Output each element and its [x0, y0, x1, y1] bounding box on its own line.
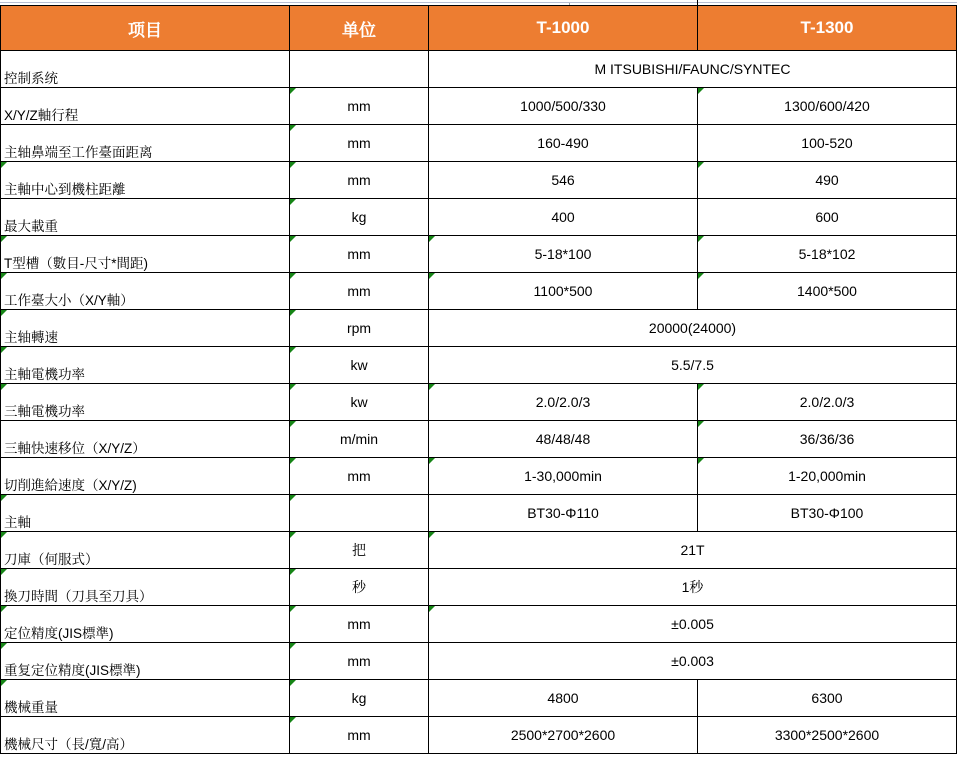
item-cell[interactable]: 主軸: [1, 495, 290, 532]
table-row: [1, 569, 957, 606]
table-row: [1, 680, 957, 717]
item-cell[interactable]: 主轴鼻端至工作臺面距离: [1, 125, 290, 162]
item-cell[interactable]: 換刀時間（刀具至刀具）: [1, 569, 290, 606]
value-cell-t1000[interactable]: 4800: [429, 680, 698, 717]
unit-cell[interactable]: kw: [290, 347, 429, 384]
item-cell[interactable]: T型槽（數目-尺寸*間距): [1, 236, 290, 273]
item-cell[interactable]: 三軸電機功率: [1, 384, 290, 421]
unit-cell[interactable]: 秒: [290, 569, 429, 606]
value-cell-t1000[interactable]: 400: [429, 199, 698, 236]
item-cell[interactable]: X/Y/Z軸行程: [1, 88, 290, 125]
table-row: [1, 384, 957, 421]
item-cell[interactable]: 主轴轉速: [1, 310, 290, 347]
table-row: [1, 310, 957, 347]
value-cell-t1300[interactable]: 490: [698, 162, 957, 199]
table-row: [1, 273, 957, 310]
value-cell-merged[interactable]: ±0.003: [429, 643, 957, 680]
table-row: [1, 162, 957, 199]
value-cell-t1300[interactable]: 2.0/2.0/3: [698, 384, 957, 421]
value-cell-merged[interactable]: 1秒: [429, 569, 957, 606]
header-cell-unit[interactable]: 单位: [290, 6, 429, 51]
unit-cell[interactable]: kg: [290, 680, 429, 717]
table-border-extension: [697, 0, 698, 5]
value-cell-merged[interactable]: 21T: [429, 532, 957, 569]
header-cell-t1000[interactable]: T-1000: [429, 6, 698, 51]
table-row: [1, 643, 957, 680]
header-cell-item[interactable]: 项目: [1, 6, 290, 51]
unit-cell[interactable]: [290, 495, 429, 532]
value-cell-t1000[interactable]: 1-30,000min: [429, 458, 698, 495]
item-cell[interactable]: 工作臺大小（X/Y軸）: [1, 273, 290, 310]
unit-cell[interactable]: mm: [290, 643, 429, 680]
item-cell[interactable]: 三軸快速移位（X/Y/Z）: [1, 421, 290, 458]
unit-cell[interactable]: mm: [290, 125, 429, 162]
value-cell-merged[interactable]: 20000(24000): [429, 310, 957, 347]
item-cell[interactable]: 刀庫（何服式）: [1, 532, 290, 569]
value-cell-t1000[interactable]: 546: [429, 162, 698, 199]
item-cell[interactable]: 機械尺寸（長/寬/高）: [1, 717, 290, 754]
unit-cell[interactable]: mm: [290, 606, 429, 643]
unit-cell[interactable]: mm: [290, 88, 429, 125]
value-cell-merged[interactable]: M ITSUBISHI/FAUNC/SYNTEC: [429, 51, 957, 88]
table-row: [1, 199, 957, 236]
table-row: [1, 51, 957, 88]
value-cell-t1000[interactable]: 160-490: [429, 125, 698, 162]
value-cell-t1000[interactable]: 5-18*100: [429, 236, 698, 273]
value-cell-t1300[interactable]: 3300*2500*2600: [698, 717, 957, 754]
value-cell-t1000[interactable]: 2500*2700*2600: [429, 717, 698, 754]
header-row: [1, 6, 957, 51]
value-cell-t1300[interactable]: 1300/600/420: [698, 88, 957, 125]
value-cell-t1300[interactable]: 1-20,000min: [698, 458, 957, 495]
value-cell-t1000[interactable]: BT30-Φ110: [429, 495, 698, 532]
value-cell-merged[interactable]: ±0.005: [429, 606, 957, 643]
item-cell[interactable]: 切削進給速度（X/Y/Z): [1, 458, 290, 495]
value-cell-t1300[interactable]: 5-18*102: [698, 236, 957, 273]
value-cell-t1300[interactable]: 1400*500: [698, 273, 957, 310]
unit-cell[interactable]: rpm: [290, 310, 429, 347]
unit-cell[interactable]: mm: [290, 236, 429, 273]
value-cell-t1000[interactable]: 2.0/2.0/3: [429, 384, 698, 421]
table-row: [1, 532, 957, 569]
value-cell-t1000[interactable]: 48/48/48: [429, 421, 698, 458]
item-cell[interactable]: 主軸電機功率: [1, 347, 290, 384]
value-cell-t1300[interactable]: BT30-Φ100: [698, 495, 957, 532]
unit-cell[interactable]: kg: [290, 199, 429, 236]
value-cell-merged[interactable]: 5.5/7.5: [429, 347, 957, 384]
table-row: [1, 88, 957, 125]
unit-cell[interactable]: mm: [290, 273, 429, 310]
table-row: [1, 458, 957, 495]
table-row: [1, 125, 957, 162]
value-cell-t1300[interactable]: 6300: [698, 680, 957, 717]
unit-cell[interactable]: kw: [290, 384, 429, 421]
gridline-horizontal: [0, 2, 957, 3]
table-row: [1, 236, 957, 273]
unit-cell[interactable]: [290, 51, 429, 88]
table-row: [1, 495, 957, 532]
unit-cell[interactable]: mm: [290, 162, 429, 199]
item-cell[interactable]: 定位精度(JIS標準): [1, 606, 290, 643]
table-row: [1, 347, 957, 384]
value-cell-t1000[interactable]: 1000/500/330: [429, 88, 698, 125]
unit-cell[interactable]: m/min: [290, 421, 429, 458]
table-row: [1, 606, 957, 643]
table-row: [1, 717, 957, 754]
item-cell[interactable]: 重复定位精度(JIS標準): [1, 643, 290, 680]
value-cell-t1300[interactable]: 600: [698, 199, 957, 236]
item-cell[interactable]: 最大載重: [1, 199, 290, 236]
value-cell-t1000[interactable]: 1100*500: [429, 273, 698, 310]
table-row: [1, 421, 957, 458]
item-cell[interactable]: 控制系统: [1, 51, 290, 88]
unit-cell[interactable]: 把: [290, 532, 429, 569]
header-cell-t1300[interactable]: T-1300: [698, 6, 957, 51]
unit-cell[interactable]: mm: [290, 458, 429, 495]
unit-cell[interactable]: mm: [290, 717, 429, 754]
value-cell-t1300[interactable]: 36/36/36: [698, 421, 957, 458]
sheet-top-gridline-strip: [0, 0, 957, 5]
value-cell-t1300[interactable]: 100-520: [698, 125, 957, 162]
spec-table: [0, 5, 957, 754]
item-cell[interactable]: 主軸中心到機柱距離: [1, 162, 290, 199]
item-cell[interactable]: 機械重量: [1, 680, 290, 717]
